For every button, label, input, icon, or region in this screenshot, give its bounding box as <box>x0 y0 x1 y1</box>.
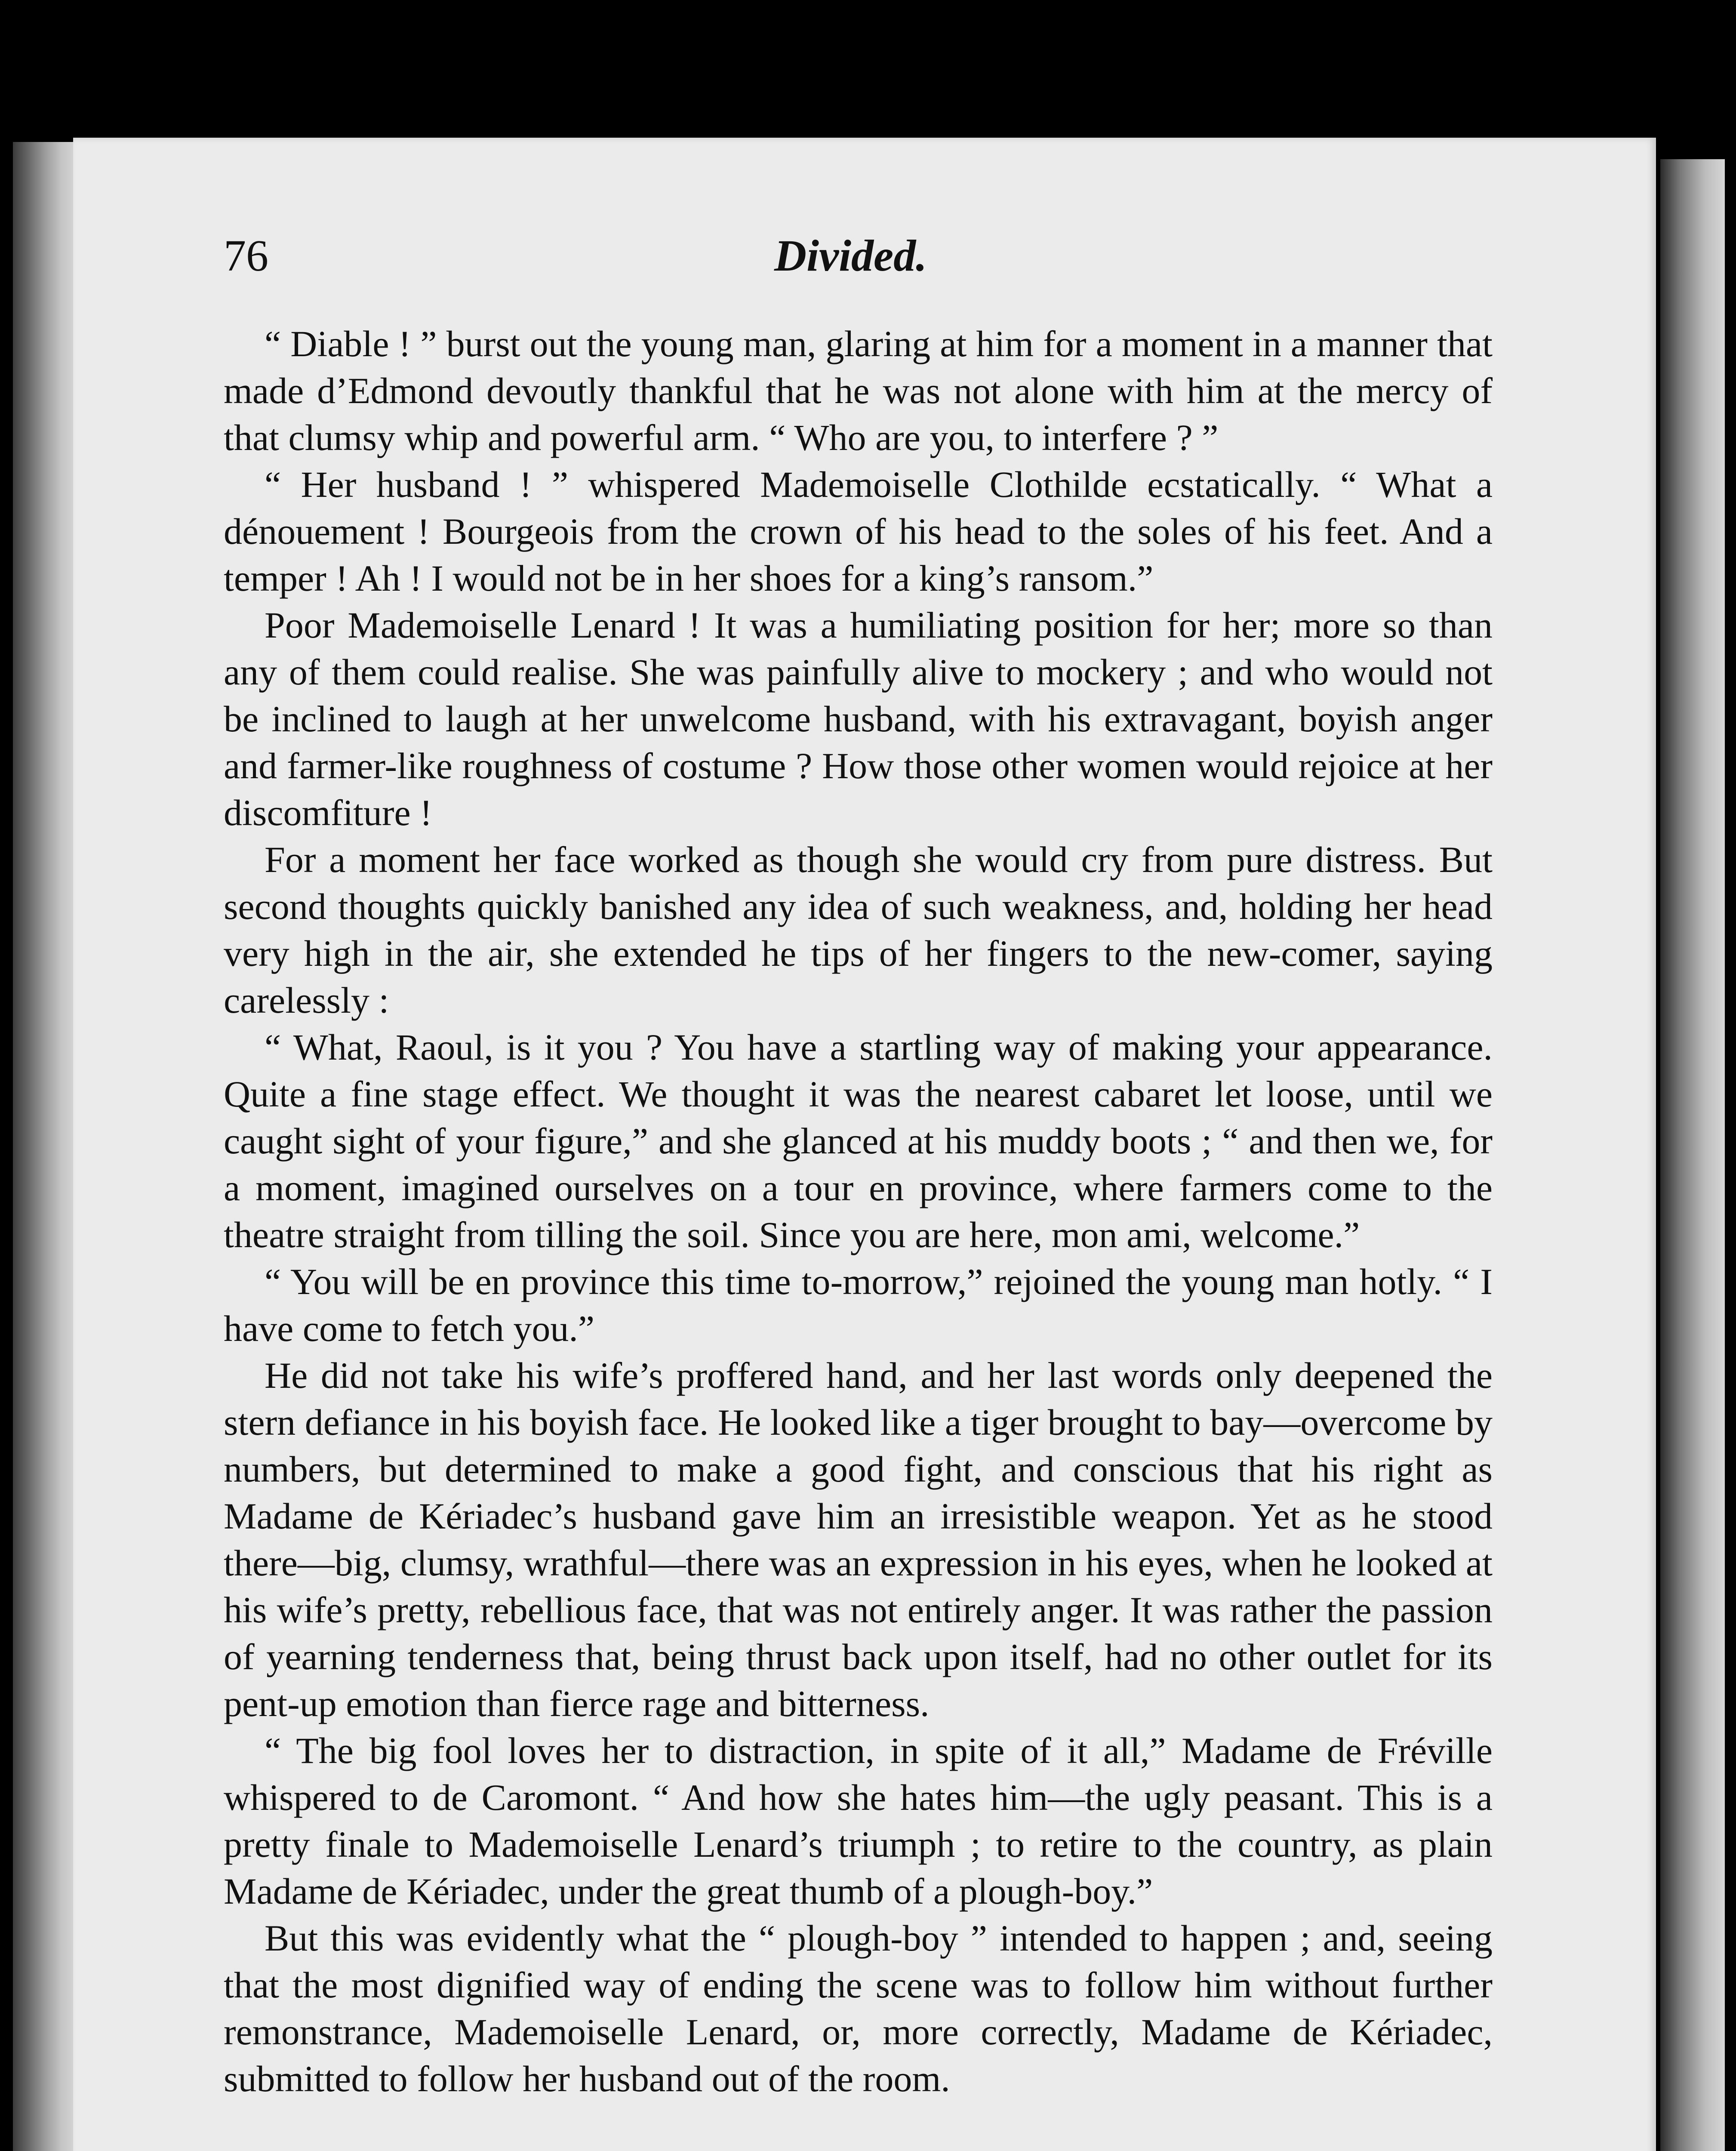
page-number: 76 <box>224 231 268 280</box>
paragraph: But this was evidently what the “ plough-boy ” intended to happen ; and, seeing that the most dignified way of ending the scene was to follow him without further remonstrance, Mademoiselle Lenard, or, more correctly, Madame de Kériadec, submitted to follow her husband out of the room. <box>224 1917 1493 2099</box>
paragraph: For a moment her face worked as though she would cry from pure distress. But second thoughts quickly banished any idea of such weakness, and, holding her head very high in the air, she extended he tips of her fingers to the new-comer, saying carelessly : <box>224 839 1493 1021</box>
body-text <box>224 320 1493 2102</box>
facing-page-edge <box>1660 159 1725 2151</box>
paragraph: “ Her husband ! ” whispered Mademoiselle Clothilde ecstatically. “ What a dénouement ! Bourgeois from the crown of his head to the soles of his feet. And a temper ! Ah ! I would not be in her shoes for a king’s ransom.” <box>224 464 1493 599</box>
paragraph: “ What, Raoul, is it you ? You have a startling way of making your appearance. Quite a fine stage effect. We thought it was the nearest cabaret let loose, until we caught sight of your figure,” and she glanced at his muddy boots ; “ and then we, for a moment, imagined ourselves on a tour en province, where farmers come to the theatre straight from tilling the soil. Since you are here, mon ami, welcome.” <box>224 1026 1493 1255</box>
paragraph: Poor Mademoiselle Lenard ! It was a humiliating position for her; more so than any of them could realise. She was painfully alive to mockery ; and who would not be inclined to laugh at her unwelcome husband, with his extravagant, boyish anger and farmer-like roughness of costume ? How those other women would rejoice at her discomfiture ! <box>224 604 1493 833</box>
paragraph: “ The big fool loves her to distraction, in spite of it all,” Madame de Fréville whispered to de Caromont. “ And how she hates him—the ugly peasant. This is a pretty finale to Mademoiselle Lenard’s triumph ; to retire to the country, as plain Madame de Kériadec, under the great thumb of a plough-boy.” <box>224 1730 1493 1912</box>
paragraph: He did not take his wife’s proffered hand, and her last words only deepened the stern defiance in his boyish face. He looked like a tiger brought to bay—overcome by numbers, but determined to make a good fight, and conscious that his right as Madame de Kériadec’s husband gave him an irresistible weapon. Yet as he stood there—big, clumsy, wrathful—there was an expression in his eyes, when he looked at his wife’s pretty, rebellious face, that was not entirely anger. It was rather the passion of yearning tenderness that, being thrust back upon itself, had no other outlet for its pent-up emotion than fierce rage and bitterness. <box>224 1355 1493 1724</box>
page-header <box>224 230 1462 295</box>
book-binding <box>13 142 77 2151</box>
paragraph: “ Diable ! ” burst out the young man, glaring at him for a moment in a manner that made d’Edmond devoutly thankful that he was not alone with him at the mercy of that clumsy whip and powerful arm. “ Who are you, to interfere ? ” <box>224 323 1493 458</box>
running-title: Divided. <box>774 231 927 280</box>
paragraph: “ You will be en province this time to-morrow,” rejoined the young man hotly. “ I have come to fetch you.” <box>224 1261 1493 1349</box>
